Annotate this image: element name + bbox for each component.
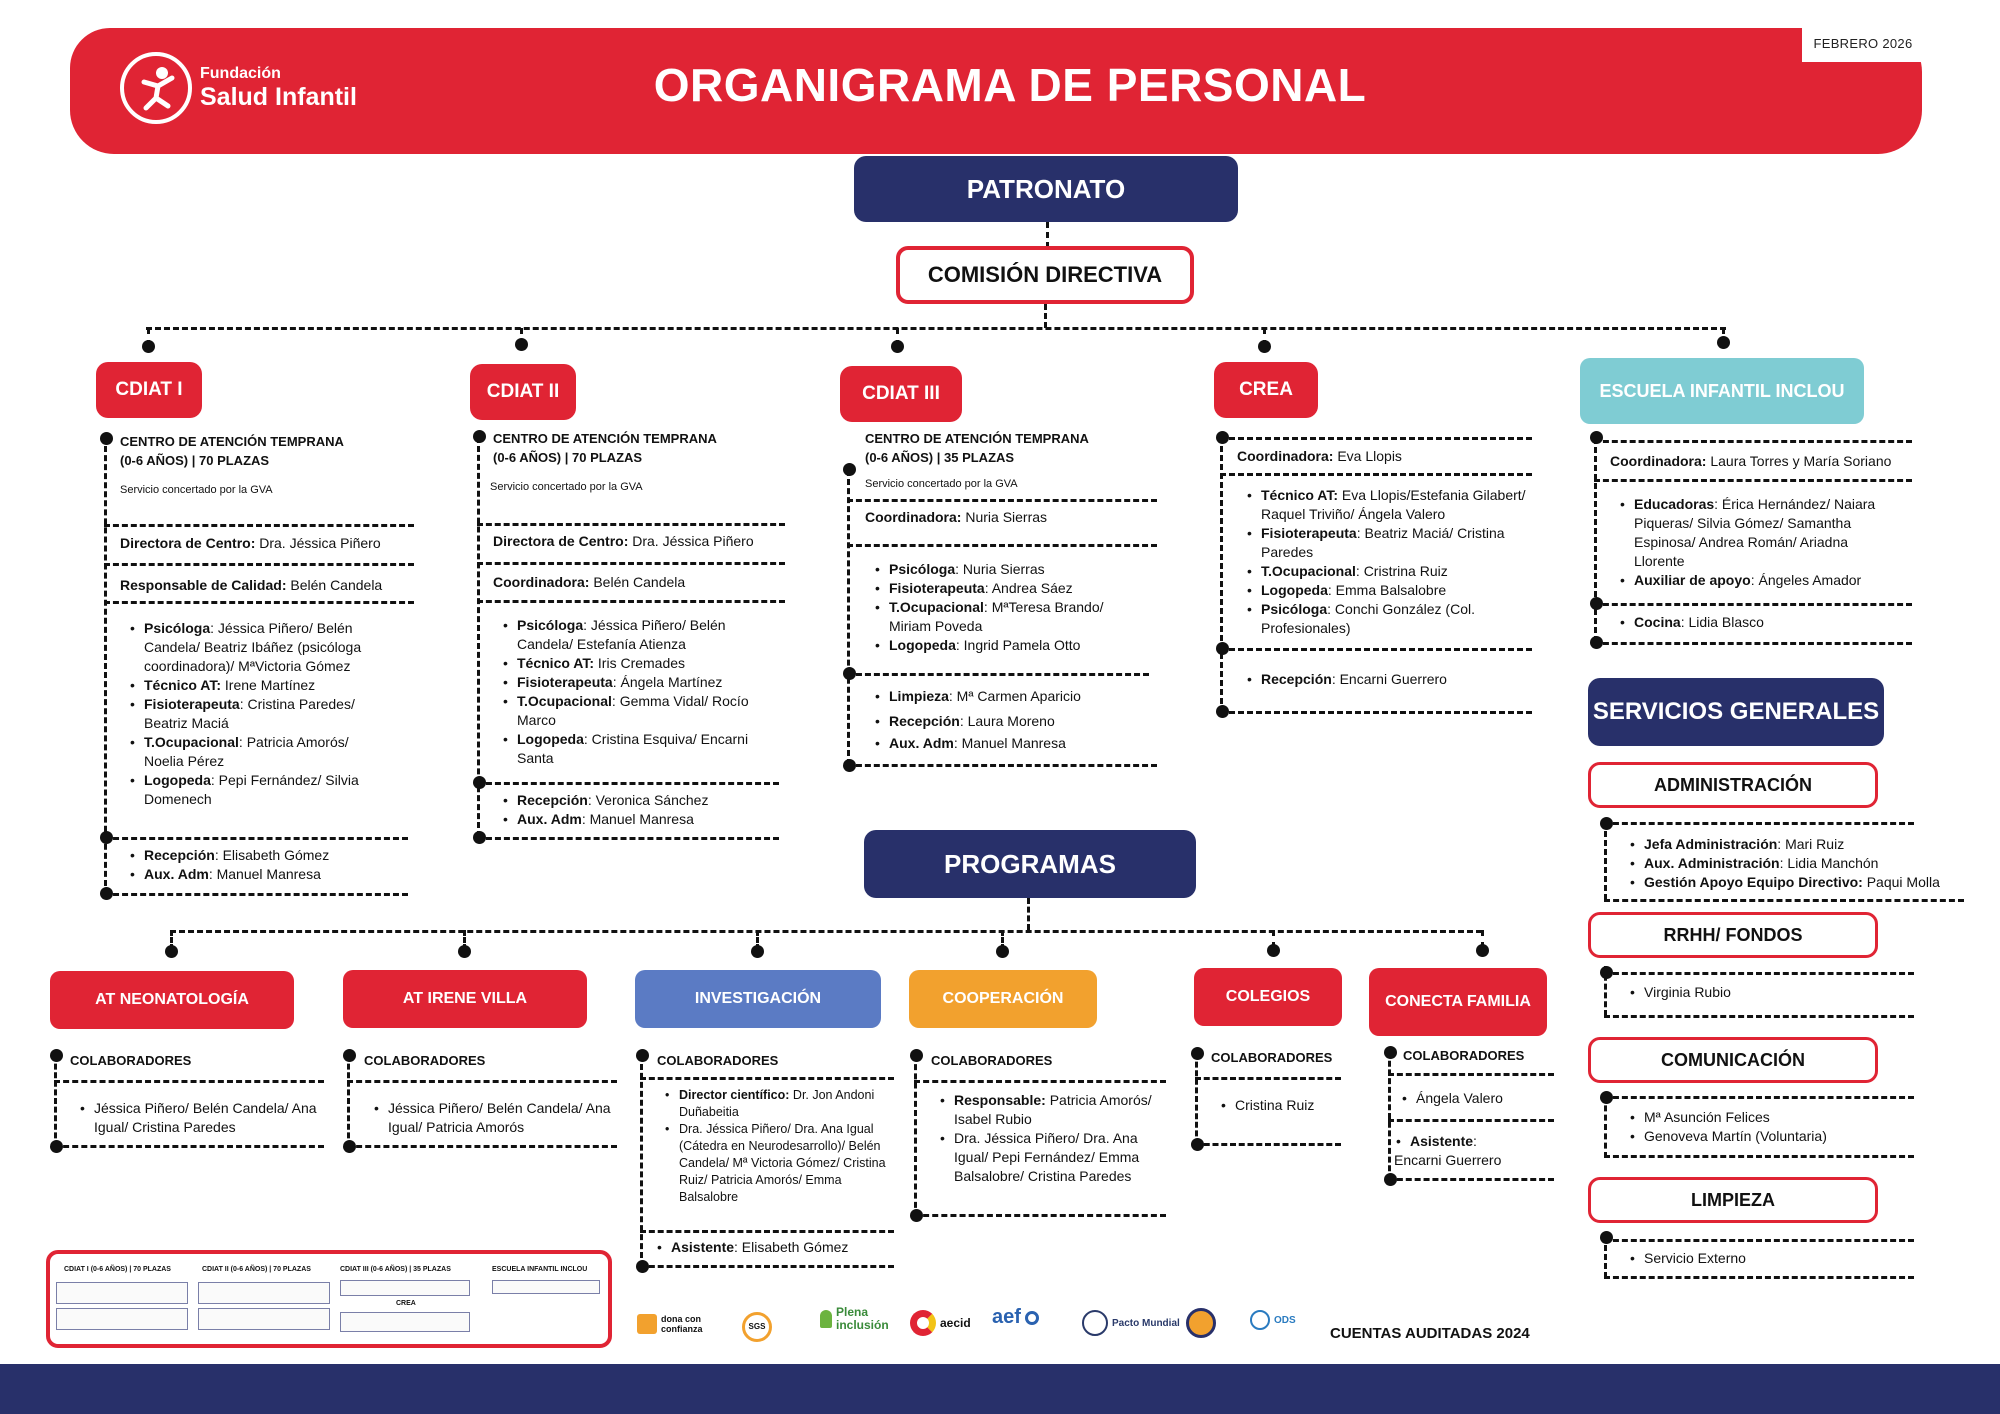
cdiat1-quality: Responsable de Calidad: Belén Candela bbox=[120, 577, 383, 593]
divider bbox=[1220, 711, 1532, 714]
limpieza-list bbox=[1628, 1249, 1928, 1268]
list-item: • Fisioterapeuta: Ángela Martínez bbox=[501, 673, 771, 692]
cdiat1-heading: CENTRO DE ATENCIÓN TEMPRANA (0-6 AÑOS) | 70 PLAZAS bbox=[120, 434, 344, 468]
administracion-list bbox=[1628, 835, 1988, 892]
connector bbox=[1604, 1096, 1607, 1158]
list-item: • Técnico AT: Eva Llopis/Estefania Gilabert/ Raquel Triviño/ Ángela Valero bbox=[1245, 486, 1545, 524]
divider bbox=[914, 1214, 1166, 1217]
node-dot bbox=[1267, 944, 1280, 957]
cert-title-escuela: ESCUELA INFANTIL INCLOU bbox=[492, 1266, 588, 1273]
cdiat3-admin-list bbox=[873, 684, 1153, 753]
colaboradores-label: COLABORADORES bbox=[1211, 1050, 1333, 1065]
list-item: • Director científico: Dr. Jon Andoni Duñabeitia bbox=[663, 1087, 888, 1121]
list-item: • Educadoras: Érica Hernández/ Naiara Piqueras/ Silvia Gómez/ Samantha Espinosa/ Andrea Román/ Ariadna Llorente bbox=[1618, 495, 1898, 571]
divider bbox=[104, 601, 414, 604]
cert-title-crea: CREA bbox=[396, 1300, 416, 1307]
certificates-box bbox=[46, 1250, 612, 1348]
cdiat3-spine bbox=[847, 470, 850, 765]
node-dot bbox=[1600, 1231, 1613, 1244]
divider bbox=[1604, 1015, 1914, 1018]
list-item: • Aux. Adm: Manuel Manresa bbox=[128, 865, 408, 884]
investigacion-collab-list bbox=[663, 1087, 888, 1206]
cdiat3-coordinator: Coordinadora: Nuria Sierras bbox=[865, 509, 1048, 525]
divider bbox=[1604, 1155, 1914, 1158]
list-item: • Recepción: Elisabeth Gómez bbox=[128, 846, 408, 865]
list-item: • Dra. Jéssica Piñero/ Dra. Ana Igual/ Pepi Fernández/ Emma Balsalobre/ Cristina Paredes bbox=[938, 1129, 1168, 1186]
connector bbox=[1046, 222, 1049, 248]
connector bbox=[347, 1055, 350, 1147]
cert-title-cdiat1: CDIAT I (0-6 AÑOS) | 70 PLAZAS bbox=[64, 1266, 171, 1273]
divider bbox=[640, 1077, 894, 1080]
list-item: • Técnico AT: Irene Martínez bbox=[128, 676, 388, 695]
divider bbox=[477, 837, 779, 840]
list-item: • Auxiliar de apoyo: Ángeles Amador bbox=[1618, 571, 1898, 590]
colegios-collab-list bbox=[1219, 1096, 1349, 1115]
rrhh-list bbox=[1628, 983, 1928, 1002]
list-item: • Fisioterapeuta: Cristina Paredes/ Beatriz Maciá bbox=[128, 695, 388, 733]
at-irene-villa-box: AT IRENE VILLA bbox=[343, 970, 587, 1028]
logo-line2: Salud Infantil bbox=[200, 83, 357, 111]
logo-line1: Fundación bbox=[200, 65, 281, 82]
list-item: • Jéssica Piñero/ Belén Candela/ Ana Igual/ Patricia Amorós bbox=[372, 1099, 622, 1137]
list-item: • Fisioterapeuta: Beatriz Maciá/ Cristina Paredes bbox=[1245, 524, 1545, 562]
divider bbox=[477, 562, 785, 565]
node-dot bbox=[1258, 340, 1271, 353]
center-branch-line bbox=[146, 327, 1726, 330]
connector bbox=[1044, 304, 1047, 328]
node-dot bbox=[515, 338, 528, 351]
at-neonatologia-box: AT NEONATOLOGÍA bbox=[50, 971, 294, 1029]
colaboradores-label: COLABORADORES bbox=[931, 1053, 1053, 1068]
cooperacion-box: COOPERACIÓN bbox=[909, 970, 1097, 1028]
cdiat1-box: CDIAT I bbox=[96, 362, 202, 418]
escuela-coordinator: Coordinadora: Laura Torres y María Soriano bbox=[1610, 453, 1892, 469]
list-item: • Logopeda: Ingrid Pamela Otto bbox=[873, 636, 1143, 655]
neonatologia-collab-list bbox=[78, 1099, 328, 1137]
divider bbox=[1594, 440, 1912, 443]
crea-coordinator: Coordinadora: Eva Llopis bbox=[1237, 448, 1402, 464]
node-dot bbox=[165, 945, 178, 958]
cdiat1-staff-list bbox=[128, 619, 388, 809]
node-dot bbox=[891, 340, 904, 353]
divider bbox=[1195, 1077, 1341, 1080]
list-item: • Psicóloga: Jéssica Piñero/ Belén Candela/ Estefanía Atienza bbox=[501, 616, 771, 654]
list-item: • Aux. Adm: Manuel Manresa bbox=[873, 734, 1153, 753]
node-dot bbox=[343, 1049, 356, 1062]
list-item: • Asistente: Elisabeth Gómez bbox=[655, 1238, 895, 1257]
aef-logo: aef bbox=[992, 1306, 1039, 1329]
list-item: • Psicóloga: Conchi González (Col. Profesionales) bbox=[1245, 600, 1545, 638]
connector bbox=[54, 1055, 57, 1147]
colaboradores-label: COLABORADORES bbox=[70, 1053, 192, 1068]
cert-title-cdiat2: CDIAT II (0-6 AÑOS) | 70 PLAZAS bbox=[202, 1266, 311, 1273]
list-item: • Limpieza: Mª Carmen Aparicio bbox=[873, 684, 1153, 709]
servicios-generales-box: SERVICIOS GENERALES bbox=[1588, 678, 1884, 746]
node-dot bbox=[751, 945, 764, 958]
list-item: • Mª Asunción Felices bbox=[1628, 1108, 1948, 1127]
cdiat2-note: Servicio concertado por la GVA bbox=[490, 481, 643, 493]
list-item: • Recepción: Veronica Sánchez bbox=[501, 791, 781, 810]
divider bbox=[1594, 603, 1912, 606]
divider bbox=[347, 1080, 617, 1083]
divider bbox=[1388, 1119, 1554, 1122]
cdiat1-spine bbox=[104, 437, 107, 895]
node-dot bbox=[843, 463, 856, 476]
certificate-image bbox=[340, 1312, 470, 1332]
escuela-spine bbox=[1594, 438, 1597, 642]
connector bbox=[1388, 1052, 1391, 1180]
date-label: FEBRERO 2026 bbox=[1802, 24, 1924, 62]
node-dot bbox=[1384, 1046, 1397, 1059]
dona-confianza-logo: dona con confianza bbox=[637, 1314, 705, 1334]
certificate-image bbox=[56, 1282, 188, 1304]
list-item: • Asistente: bbox=[1394, 1132, 1554, 1151]
cdiat2-coordinator: Coordinadora: Belén Candela bbox=[493, 574, 686, 590]
certificate-image bbox=[492, 1280, 600, 1294]
certificate-image bbox=[198, 1308, 330, 1330]
investigacion-asistente bbox=[655, 1238, 895, 1257]
list-item: • Genoveva Martín (Voluntaria) bbox=[1628, 1127, 1948, 1146]
divider bbox=[847, 764, 1157, 767]
comision-directiva-box: COMISIÓN DIRECTIVA bbox=[896, 246, 1194, 304]
divider bbox=[477, 782, 779, 785]
list-item: • Psicóloga: Jéssica Piñero/ Belén Candela/ Beatriz Ibáñez (psicóloga coordinadora)/ MªVictoria Gómez bbox=[128, 619, 388, 676]
crea-spine bbox=[1220, 437, 1223, 713]
seal-logo bbox=[1186, 1308, 1216, 1338]
node-dot bbox=[473, 430, 486, 443]
list-item: • Jefa Administración: Mari Ruiz bbox=[1628, 835, 1988, 854]
list-item: • Técnico AT: Iris Cremades bbox=[501, 654, 771, 673]
connector bbox=[1604, 822, 1607, 900]
node-dot bbox=[50, 1049, 63, 1062]
list-item: • Aux. Adm: Manuel Manresa bbox=[501, 810, 781, 829]
connector bbox=[1027, 898, 1030, 930]
administracion-box: ADMINISTRACIÓN bbox=[1588, 762, 1878, 808]
ods-logo: ODS bbox=[1250, 1310, 1296, 1330]
divider bbox=[477, 523, 785, 526]
node-dot bbox=[996, 945, 1009, 958]
divider bbox=[347, 1145, 617, 1148]
child-logo-icon bbox=[120, 52, 192, 124]
divider bbox=[1604, 899, 1964, 902]
conecta-collab-list bbox=[1400, 1089, 1550, 1108]
connector bbox=[1195, 1053, 1198, 1145]
divider bbox=[1220, 648, 1532, 651]
divider bbox=[104, 524, 414, 527]
node-dot bbox=[1717, 336, 1730, 349]
list-item: • Cocina: Lidia Blasco bbox=[1618, 613, 1898, 632]
colegios-box: COLEGIOS bbox=[1194, 968, 1342, 1026]
divider bbox=[104, 563, 414, 566]
divider bbox=[1604, 972, 1914, 975]
escuela-staff-list bbox=[1618, 495, 1898, 590]
divider bbox=[477, 600, 785, 603]
cdiat3-note: Servicio concertado por la GVA bbox=[865, 478, 1018, 490]
list-item: • Ángela Valero bbox=[1400, 1089, 1550, 1108]
pacto-mundial-logo: Pacto Mundial bbox=[1082, 1310, 1180, 1336]
list-item: • Cristina Ruiz bbox=[1219, 1096, 1349, 1115]
list-item: • Fisioterapeuta: Andrea Sáez bbox=[873, 579, 1143, 598]
divider bbox=[914, 1080, 1166, 1083]
connector bbox=[640, 1055, 643, 1267]
divider bbox=[1604, 1276, 1914, 1279]
sgs-logo: SGS bbox=[742, 1312, 772, 1342]
plena-inclusion-logo: Plena inclusión bbox=[820, 1306, 892, 1332]
programas-branch-line bbox=[170, 930, 1482, 933]
certificate-image bbox=[198, 1282, 330, 1304]
list-item: • Dra. Jéssica Piñero/ Dra. Ana Igual (Cátedra en Neurodesarrollo)/ Belén Candela/ Mª Victoria Gómez/ Cristina Ruiz/ Patricia Amorós/ Emma Balsalobre bbox=[663, 1121, 888, 1206]
divider bbox=[640, 1265, 894, 1268]
crea-admin-list bbox=[1245, 670, 1525, 689]
programas-box: PROGRAMAS bbox=[864, 830, 1196, 898]
list-item: • Jéssica Piñero/ Belén Candela/ Ana Igual/ Cristina Paredes bbox=[78, 1099, 328, 1137]
colaboradores-label: COLABORADORES bbox=[364, 1053, 486, 1068]
node-dot bbox=[142, 340, 155, 353]
list-item: • Logopeda: Pepi Fernández/ Silvia Domenech bbox=[128, 771, 388, 809]
list-item: • T.Ocupacional: Gemma Vidal/ Rocío Marco bbox=[501, 692, 771, 730]
cdiat1-admin-list bbox=[128, 846, 408, 884]
foundation-logo bbox=[120, 50, 357, 126]
divider bbox=[1220, 437, 1532, 440]
divider bbox=[1388, 1178, 1554, 1181]
crea-box: CREA bbox=[1214, 362, 1318, 418]
cdiat1-note: Servicio concertado por la GVA bbox=[120, 484, 273, 496]
divider bbox=[1594, 642, 1912, 645]
cdiat2-heading: CENTRO DE ATENCIÓN TEMPRANA (0-6 AÑOS) | 70 PLAZAS bbox=[493, 431, 717, 465]
divider bbox=[847, 499, 1157, 502]
divider bbox=[1220, 473, 1532, 476]
divider bbox=[847, 544, 1157, 547]
cdiat3-box: CDIAT III bbox=[840, 366, 962, 422]
divider bbox=[54, 1080, 324, 1083]
node-dot bbox=[458, 945, 471, 958]
certificate-image bbox=[340, 1280, 470, 1296]
divider bbox=[1604, 822, 1914, 825]
divider bbox=[1195, 1143, 1341, 1146]
cdiat2-admin-list bbox=[501, 791, 781, 829]
cdiat3-staff-list bbox=[873, 560, 1143, 655]
irene-collab-list bbox=[372, 1099, 622, 1137]
certificate-image bbox=[56, 1308, 188, 1330]
escuela-box: ESCUELA INFANTIL INCLOU bbox=[1580, 358, 1864, 424]
footer-bar bbox=[0, 1364, 2000, 1414]
cdiat3-heading: CENTRO DE ATENCIÓN TEMPRANA (0-6 AÑOS) | 35 PLAZAS bbox=[865, 431, 1089, 465]
node-dot bbox=[100, 432, 113, 445]
list-item: • Psicóloga: Nuria Sierras bbox=[873, 560, 1143, 579]
list-item: • T.Ocupacional: Cristrina Ruiz bbox=[1245, 562, 1545, 581]
list-item: • Recepción: Laura Moreno bbox=[873, 709, 1153, 734]
comunicacion-box: COMUNICACIÓN bbox=[1588, 1037, 1878, 1083]
crea-staff-list bbox=[1245, 486, 1545, 638]
page-title: ORGANIGRAMA DE PERSONAL bbox=[653, 59, 1367, 111]
escuela-admin-list bbox=[1618, 613, 1898, 632]
cdiat2-director: Directora de Centro: Dra. Jéssica Piñero bbox=[493, 533, 754, 549]
rrhh-box: RRHH/ FONDOS bbox=[1588, 912, 1878, 958]
investigacion-box: INVESTIGACIÓN bbox=[635, 970, 881, 1028]
node-dot bbox=[1476, 944, 1489, 957]
divider bbox=[104, 893, 408, 896]
audit-label: CUENTAS AUDITADAS 2024 bbox=[1330, 1325, 1530, 1342]
cdiat2-box: CDIAT II bbox=[470, 364, 576, 420]
patronato-box: PATRONATO bbox=[854, 156, 1238, 222]
list-item: • Recepción: Encarni Guerrero bbox=[1245, 670, 1525, 689]
list-item: • Gestión Apoyo Equipo Directivo: Paqui Molla bbox=[1628, 873, 1988, 892]
divider bbox=[1604, 1096, 1914, 1099]
divider bbox=[640, 1230, 894, 1233]
divider bbox=[54, 1145, 324, 1148]
aecid-logo: aecid bbox=[910, 1310, 971, 1336]
list-item: • Aux. Administración: Lidia Manchón bbox=[1628, 854, 1988, 873]
divider bbox=[104, 837, 408, 840]
list-item: • Responsable: Patricia Amorós/ Isabel Rubio bbox=[938, 1091, 1168, 1129]
comunicacion-list bbox=[1628, 1108, 1948, 1146]
node-dot bbox=[636, 1049, 649, 1062]
divider bbox=[1388, 1073, 1554, 1076]
list-item: • Virginia Rubio bbox=[1628, 983, 1928, 1002]
list-item: • T.Ocupacional: Patricia Amorós/ Noelia Pérez bbox=[128, 733, 388, 771]
conecta-familia-box: CONECTA FAMILIA bbox=[1369, 968, 1547, 1036]
list-item: • Logopeda: Cristina Esquiva/ Encarni Santa bbox=[501, 730, 771, 768]
limpieza-box: LIMPIEZA bbox=[1588, 1177, 1878, 1223]
divider bbox=[1594, 479, 1912, 482]
cert-title-cdiat3: CDIAT III (0-6 AÑOS) | 35 PLAZAS bbox=[340, 1266, 451, 1273]
cdiat2-staff-list bbox=[501, 616, 771, 768]
cdiat1-director: Directora de Centro: Dra. Jéssica Piñero bbox=[120, 535, 381, 551]
list-item: • Servicio Externo bbox=[1628, 1249, 1928, 1268]
divider bbox=[847, 673, 1149, 676]
list-item: • Logopeda: Emma Balsalobre bbox=[1245, 581, 1545, 600]
divider bbox=[1604, 1239, 1914, 1242]
node-dot bbox=[910, 1049, 923, 1062]
cooperacion-collab-list bbox=[938, 1091, 1168, 1186]
conecta-asistente: • Asistente: Encarni Guerrero bbox=[1394, 1132, 1554, 1170]
colaboradores-label: COLABORADORES bbox=[1403, 1048, 1525, 1063]
colaboradores-label: COLABORADORES bbox=[657, 1053, 779, 1068]
node-dot bbox=[1191, 1047, 1204, 1060]
list-item: • T.Ocupacional: MªTeresa Brando/ Miriam Poveda bbox=[873, 598, 1143, 636]
